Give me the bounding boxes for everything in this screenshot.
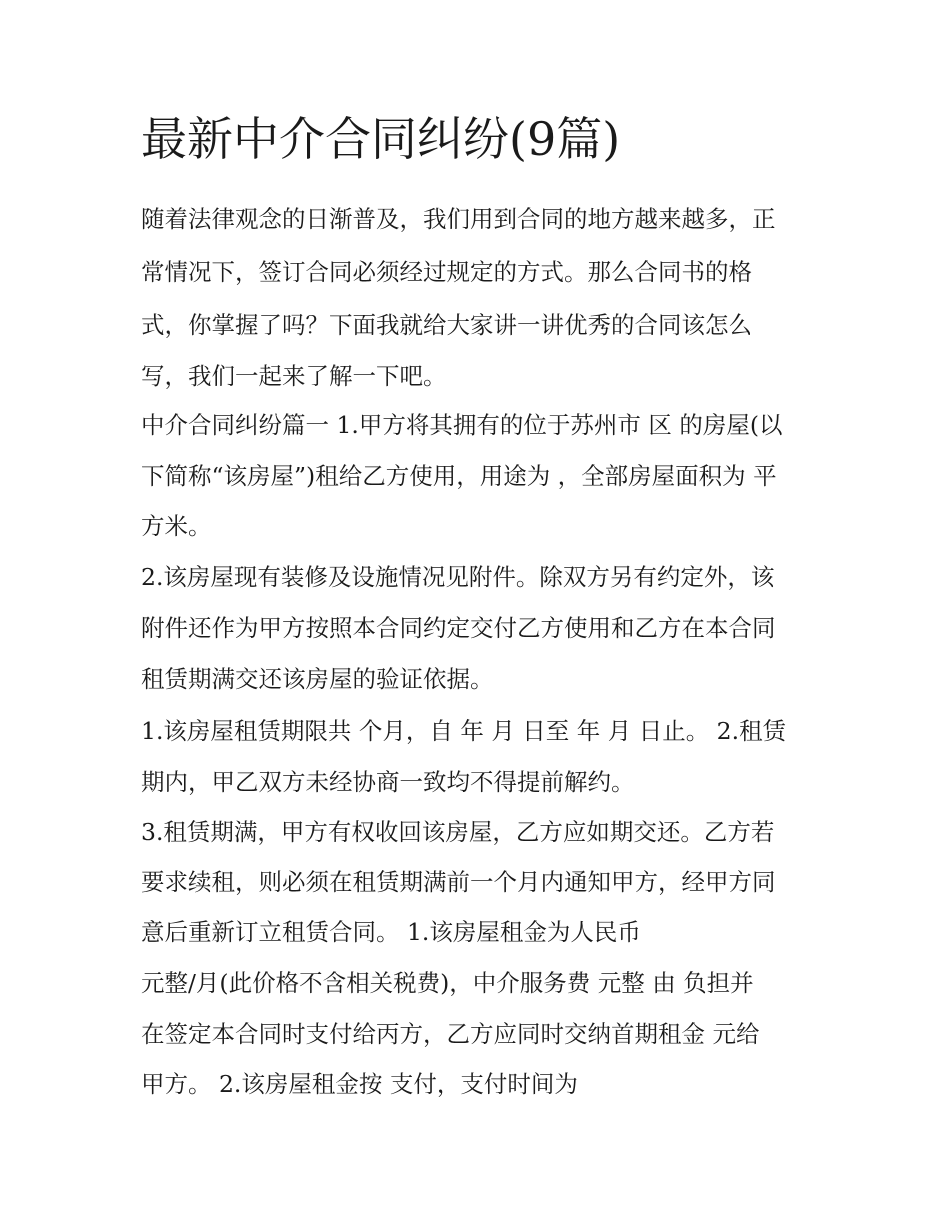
- body-line: 随着法律观念的日渐普及，我们用到合同的地方越来越多，正: [141, 205, 776, 233]
- body-line: 常情况下，签订合同必须经过规定的方式。那么合同书的格: [141, 258, 752, 286]
- body-line: 附件还作为甲方按照本合同约定交付乙方使用和乙方在本合同: [141, 614, 776, 642]
- body-line: 在签定本合同时支付给丙方，乙方应同时交纳首期租金 元给: [141, 1020, 760, 1048]
- body-line: 中介合同纠纷篇一 1.甲方将其拥有的位于苏州市 区 的房屋(以: [141, 411, 783, 439]
- body-line: 方米。: [141, 512, 212, 540]
- body-line: 期内，甲乙双方未经协商一致均不得提前解约。: [141, 768, 635, 796]
- document-title: 最新中介合同纠纷(9篇): [141, 112, 621, 166]
- body-line: 要求续租，则必须在租赁期满前一个月内通知甲方，经甲方同: [141, 868, 776, 896]
- body-line: 2.该房屋现有装修及设施情况见附件。除双方另有约定外，该: [141, 563, 775, 591]
- body-line: 租赁期满交还该房屋的验证依据。: [141, 665, 494, 693]
- body-line: 元整/月(此价格不含相关税费)，中介服务费 元整 由 负担并: [141, 969, 754, 997]
- body-line: 3.租赁期满，甲方有权收回该房屋，乙方应如期交还。乙方若: [141, 818, 775, 846]
- body-line: 1.该房屋租赁期限共 个月，自 年 月 日至 年 月 日止。 2.租赁: [141, 717, 787, 745]
- body-line: 下简称“该房屋”)租给乙方使用，用途为 ，全部房屋面积为 平: [141, 462, 777, 490]
- body-line: 甲方。 2.该房屋租金按 支付，支付时间为: [141, 1070, 578, 1098]
- body-line: 意后重新订立租赁合同。 1.该房屋租金为人民币: [141, 918, 641, 946]
- body-line: 式，你掌握了吗？下面我就给大家讲一讲优秀的合同该怎么: [141, 311, 752, 339]
- body-line: 写，我们一起来了解一下吧。: [141, 362, 447, 390]
